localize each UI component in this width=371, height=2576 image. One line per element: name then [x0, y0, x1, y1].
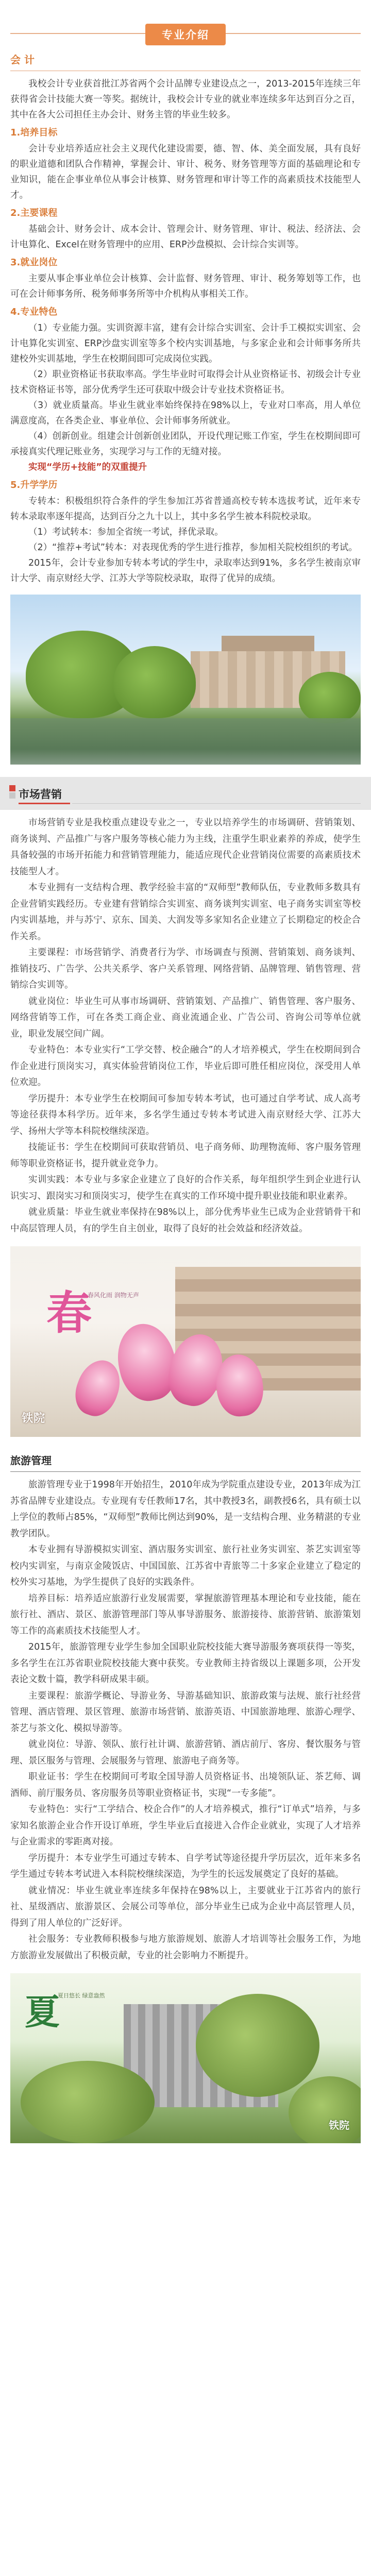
marketing-paragraph: 就业岗位：毕业生可从事市场调研、营销策划、产品推广、销售管理、客户服务、网络营销等工作，可在各类工商企业、商业流通企业、广告公司、咨询公司等单位就业，职业发展空间广阔。: [10, 996, 361, 1039]
accounting-intro: 我校会计专业获首批江苏省两个会计品牌专业建设点之一，2013-2015年连续三年获得省会计技能大赛一等奖。据统计，我校会计专业的就业率连续多年达到百分之百，其中在各大公司担任主办会计、财务主管的毕业生较多。: [10, 79, 361, 120]
willow-tree: [113, 646, 196, 718]
marketing-paragraph: 技能证书：学生在校期间可获取营销员、电子商务师、助理物流师、客户服务管理师等职业资格证书，提升就业竞争力。: [10, 1142, 361, 1169]
tourism-paragraph: 职业证书：学生在校期间可考取全国导游人员资格证书、出境领队证、茶艺师、调酒师、前厅服务员、客房服务员等职业资格证书，实现“一专多能”。: [10, 1772, 361, 1799]
tourism-title: 旅游管理: [10, 1454, 52, 1467]
tree: [21, 2061, 155, 2143]
tree: [196, 1994, 319, 2097]
calligraphy-char: 春: [46, 1286, 92, 1340]
page-heading: [0, 0, 371, 44]
marketing-paragraph: 就业质量：毕业生就业率保持在98%以上，部分优秀毕业生已成为企业营销骨干和中高层管理人员，有的学生自主创业，取得了良好的社会效益和经济效益。: [10, 1207, 361, 1234]
accounting-title: 会 计: [10, 54, 35, 66]
feature-item: （4）创新创业。组建会计创新创业团队，开设代理记账工作室，学生在校期间即可承接真实代理记账业务，实现学习与工作的无缝对接。: [10, 431, 361, 457]
tourism-paragraph: 就业情况：毕业生就业率连续多年保持在98%以上，主要就业于江苏省内的旅行社、星级酒店、旅游景区、会展公司等单位，部分毕业生已成为企业中高层管理人员，得到了用人单位的广泛好评。: [10, 1885, 361, 1928]
banner-square-red: [9, 785, 15, 791]
tourism-paragraph: 学历提升：本专业学生可通过专转本、自学考试等途径提升学历层次，近年来多名学生通过专转本考试进入本科院校继续深造，为学生的长远发展奠定了良好的基础。: [10, 1853, 361, 1879]
marketing-paragraph: 主要课程：市场营销学、消费者行为学、市场调查与预测、营销策划、商务谈判、推销技巧、广告学、公共关系学、客户关系管理、网络营销、品牌管理、销售管理、营销综合实训等。: [10, 947, 361, 990]
campus-lake-photo: [10, 595, 361, 765]
upgrade-item: （2）“推荐+考试”转本：对表现优秀的学生进行推荐，参加相关院校组织的考试。: [28, 543, 358, 553]
bottom-spacer: [0, 2143, 371, 2164]
spring-flowers-photo: [10, 1246, 361, 1437]
calligraphy-char: 夏: [25, 1992, 60, 2033]
tourism-paragraph: 社会服务：专业教师积极参与地方旅游规划、旅游人才培训等社会服务工作，为地方旅游业发展做出了积极贡献，专业的社会影响力不断提升。: [10, 1934, 361, 1961]
tourism-section: [0, 1449, 371, 1964]
marketing-paragraph: 专业特色：本专业实行“工学交替、校企融合”的人才培养模式，学生在校期间到合作企业进行顶岗实习，真实体验营销岗位工作，毕业后即可胜任相应岗位，深受用人单位欢迎。: [10, 1045, 361, 1088]
tourism-paragraph: 就业岗位：导游、领队、旅行社计调、旅游营销、酒店前厅、客房、餐饮服务与管理、景区服务与管理、会展服务与管理、旅游电子商务等。: [10, 1739, 361, 1766]
marketing-paragraph: 学历提升：本专业学生在校期间可参加专转本考试，也可通过自学考试、成人高考等途径获得本科学历。近年来，多名学生通过专转本考试进入南京财经大学、江苏大学、扬州大学等本科院校继续深造。: [10, 1093, 361, 1137]
feature-item: （1）专业能力强。实训资源丰富，建有会计综合实训室、会计手工模拟实训室、会计电算化实训室、ERP沙盘实训室等多个校内实训基地，与多家企业和会计师事务所共建校外实训基地，学生在校期间即可完成岗位实践。: [10, 323, 361, 364]
goal-heading: 1.培养目标: [10, 127, 58, 138]
school-logo: 铁院: [22, 1412, 46, 1425]
tourism-body: [0, 1472, 371, 1964]
upgrade-item: 2015年，会计专业参加专转本考试的学生中，录取率达到91%，多名学生被南京审计大学、南京财经大学、江苏大学等院校录取，取得了优异的成绩。: [10, 558, 361, 584]
school-logo: 铁院: [329, 2119, 349, 2131]
tourism-paragraph: 培养目标：培养适应旅游行业发展需要，掌握旅游管理基本理论和专业技能，能在旅行社、酒店、景区、旅游管理部门等从事导游服务、旅游接待、旅游营销、旅游策划等工作的高素质技术技能型人才。: [10, 1593, 361, 1636]
willow-tree: [299, 672, 361, 723]
summer-campus-photo: [10, 1973, 361, 2143]
goal-text: 会计专业培养适应社会主义现代化建设需要，德、智、体、美全面发展，具有良好的职业道德和团队合作精神，掌握会计、审计、税务、财务管理等方面的基础理论和专业知识，能在企事业单位从事会计核算、财务管理和审计等工作的高素质技术技能型人才。: [10, 144, 361, 200]
marketing-paragraph: 实训实践：本专业与多家企业建立了良好的合作关系，每年组织学生到企业进行认识实习、跟岗实习和顶岗实习，使学生在真实的工作环境中提升职业技能和职业素养。: [10, 1175, 361, 1201]
tree: [289, 2076, 361, 2143]
features-heading: 4.专业特色: [10, 307, 58, 317]
marketing-title: 市场营销: [19, 788, 62, 801]
jobs-text: 主要从事企事业单位会计核算、会计监督、财务管理、审计、税务筹划等工作，也可在会计师事务所、税务师事务所等中介机构从事相关工作。: [10, 274, 361, 299]
photo-caption: 夏日悠长 绿意盎然: [58, 1992, 105, 1999]
marketing-paragraph: 市场营销专业是我校重点建设专业之一，专业以培养学生的市场调研、营销策划、商务谈判、产品推广与客户服务等核心能力为主线，注重学生职业素养的养成，使学生具备较强的市场开拓能力和营销管理能力，能适应现代企业营销岗位需要的高素质技术技能型人才。: [10, 818, 361, 877]
marketing-section: [0, 777, 371, 1237]
tourism-header: [0, 1449, 371, 1472]
tourism-paragraph: 主要课程：旅游学概论、导游业务、导游基础知识、旅游政策与法规、旅行社经营管理、酒店管理、景区管理、旅游市场营销、旅游英语、中国旅游地理、旅游心理学、茶艺与茶文化、模拟导游等。: [10, 1690, 361, 1734]
feature-highlight: 实现“学历+技能”的双重提升: [28, 462, 147, 472]
tourism-paragraph: 专业特色：实行“工学结合、校企合作”的人才培养模式，推行“订单式”培养，与多家知名旅游企业合作开设订单班，学生毕业后直接进入合作企业就业，实现了人才培养与企业需求的零距离对接。: [10, 1804, 361, 1847]
upgrade-item: （1）考试转本：参加全省统一考试，择优录取。: [28, 527, 224, 537]
courses-text: 基础会计、财务会计、成本会计、管理会计、财务管理、审计、税法、经济法、会计电算化、Excel在财务管理中的应用、ERP沙盘模拟、会计综合实训等。: [10, 224, 361, 250]
tourism-paragraph: 2015年，旅游管理专业学生参加全国职业院校技能大赛导游服务赛项获得一等奖，多名学生在江苏省职业院校技能大赛中获奖。专业教师主持省级以上课题多项，公开发表论文数十篇，教学科研成果丰硕。: [10, 1642, 361, 1685]
marketing-body: [0, 810, 371, 1237]
photo-fade: [10, 749, 361, 765]
accounting-section: [0, 44, 371, 586]
tourism-paragraph: 旅游管理专业于1998年开始招生，2010年成为学院重点建设专业，2013年成为江苏省品牌专业建设点。专业现有专任教师17名，其中教授3名，副教授6名，具有硕士以上学位的教师占85%，“双师型”教师比例达到90%，是一支结构合理、业务精湛的专业教学团队。: [10, 1480, 361, 1539]
banner-square-gray: [9, 792, 15, 799]
banner-underline: [19, 803, 70, 804]
courses-heading: 2.主要课程: [10, 208, 58, 218]
upgrade-item: 专转本：积极组织符合条件的学生参加江苏省普通高校专转本选拔考试，近年来专转本录取率逐年提高，达到百分之九十以上，其中多名学生被本科院校录取。: [10, 496, 361, 522]
tourism-paragraph: 本专业拥有导游模拟实训室、酒店服务实训室、旅行社业务实训室、茶艺实训室等校内实训室，与南京金陵饭店、中国国旅、江苏省中青旅等二十多家企业建立了稳定的校外实习基地，为学生提供了良好的实践条件。: [10, 1545, 361, 1587]
page-title: 专业介绍: [145, 24, 226, 45]
upgrade-heading: 5.升学学历: [10, 480, 58, 490]
jobs-heading: 3.就业岗位: [10, 257, 58, 268]
marketing-banner: [0, 777, 371, 810]
feature-item: （2）职业资格证书获取率高。学生毕业时可取得会计从业资格证书、初级会计专业技术资格证书等，部分优秀学生还可获取中级会计专业技术资格证书。: [10, 369, 361, 395]
banner-line: [72, 803, 361, 804]
marketing-paragraph: 本专业拥有一支结构合理、教学经验丰富的“双师型”教师队伍，专业教师多数具有企业营销实践经历。专业建有营销综合实训室、商务谈判实训室、电子商务实训室等校内实训基地，并与苏宁、京东、国美、大润发等多家知名企业建立了长期稳定的校企合作关系。: [10, 883, 361, 942]
photo-caption: 春风化雨 润物无声: [88, 1292, 139, 1299]
feature-item: （3）就业质量高。毕业生就业率始终保持在98%以上，专业对口率高，用人单位满意度高，在各类企业、事业单位、会计师事务所就业。: [10, 400, 361, 426]
